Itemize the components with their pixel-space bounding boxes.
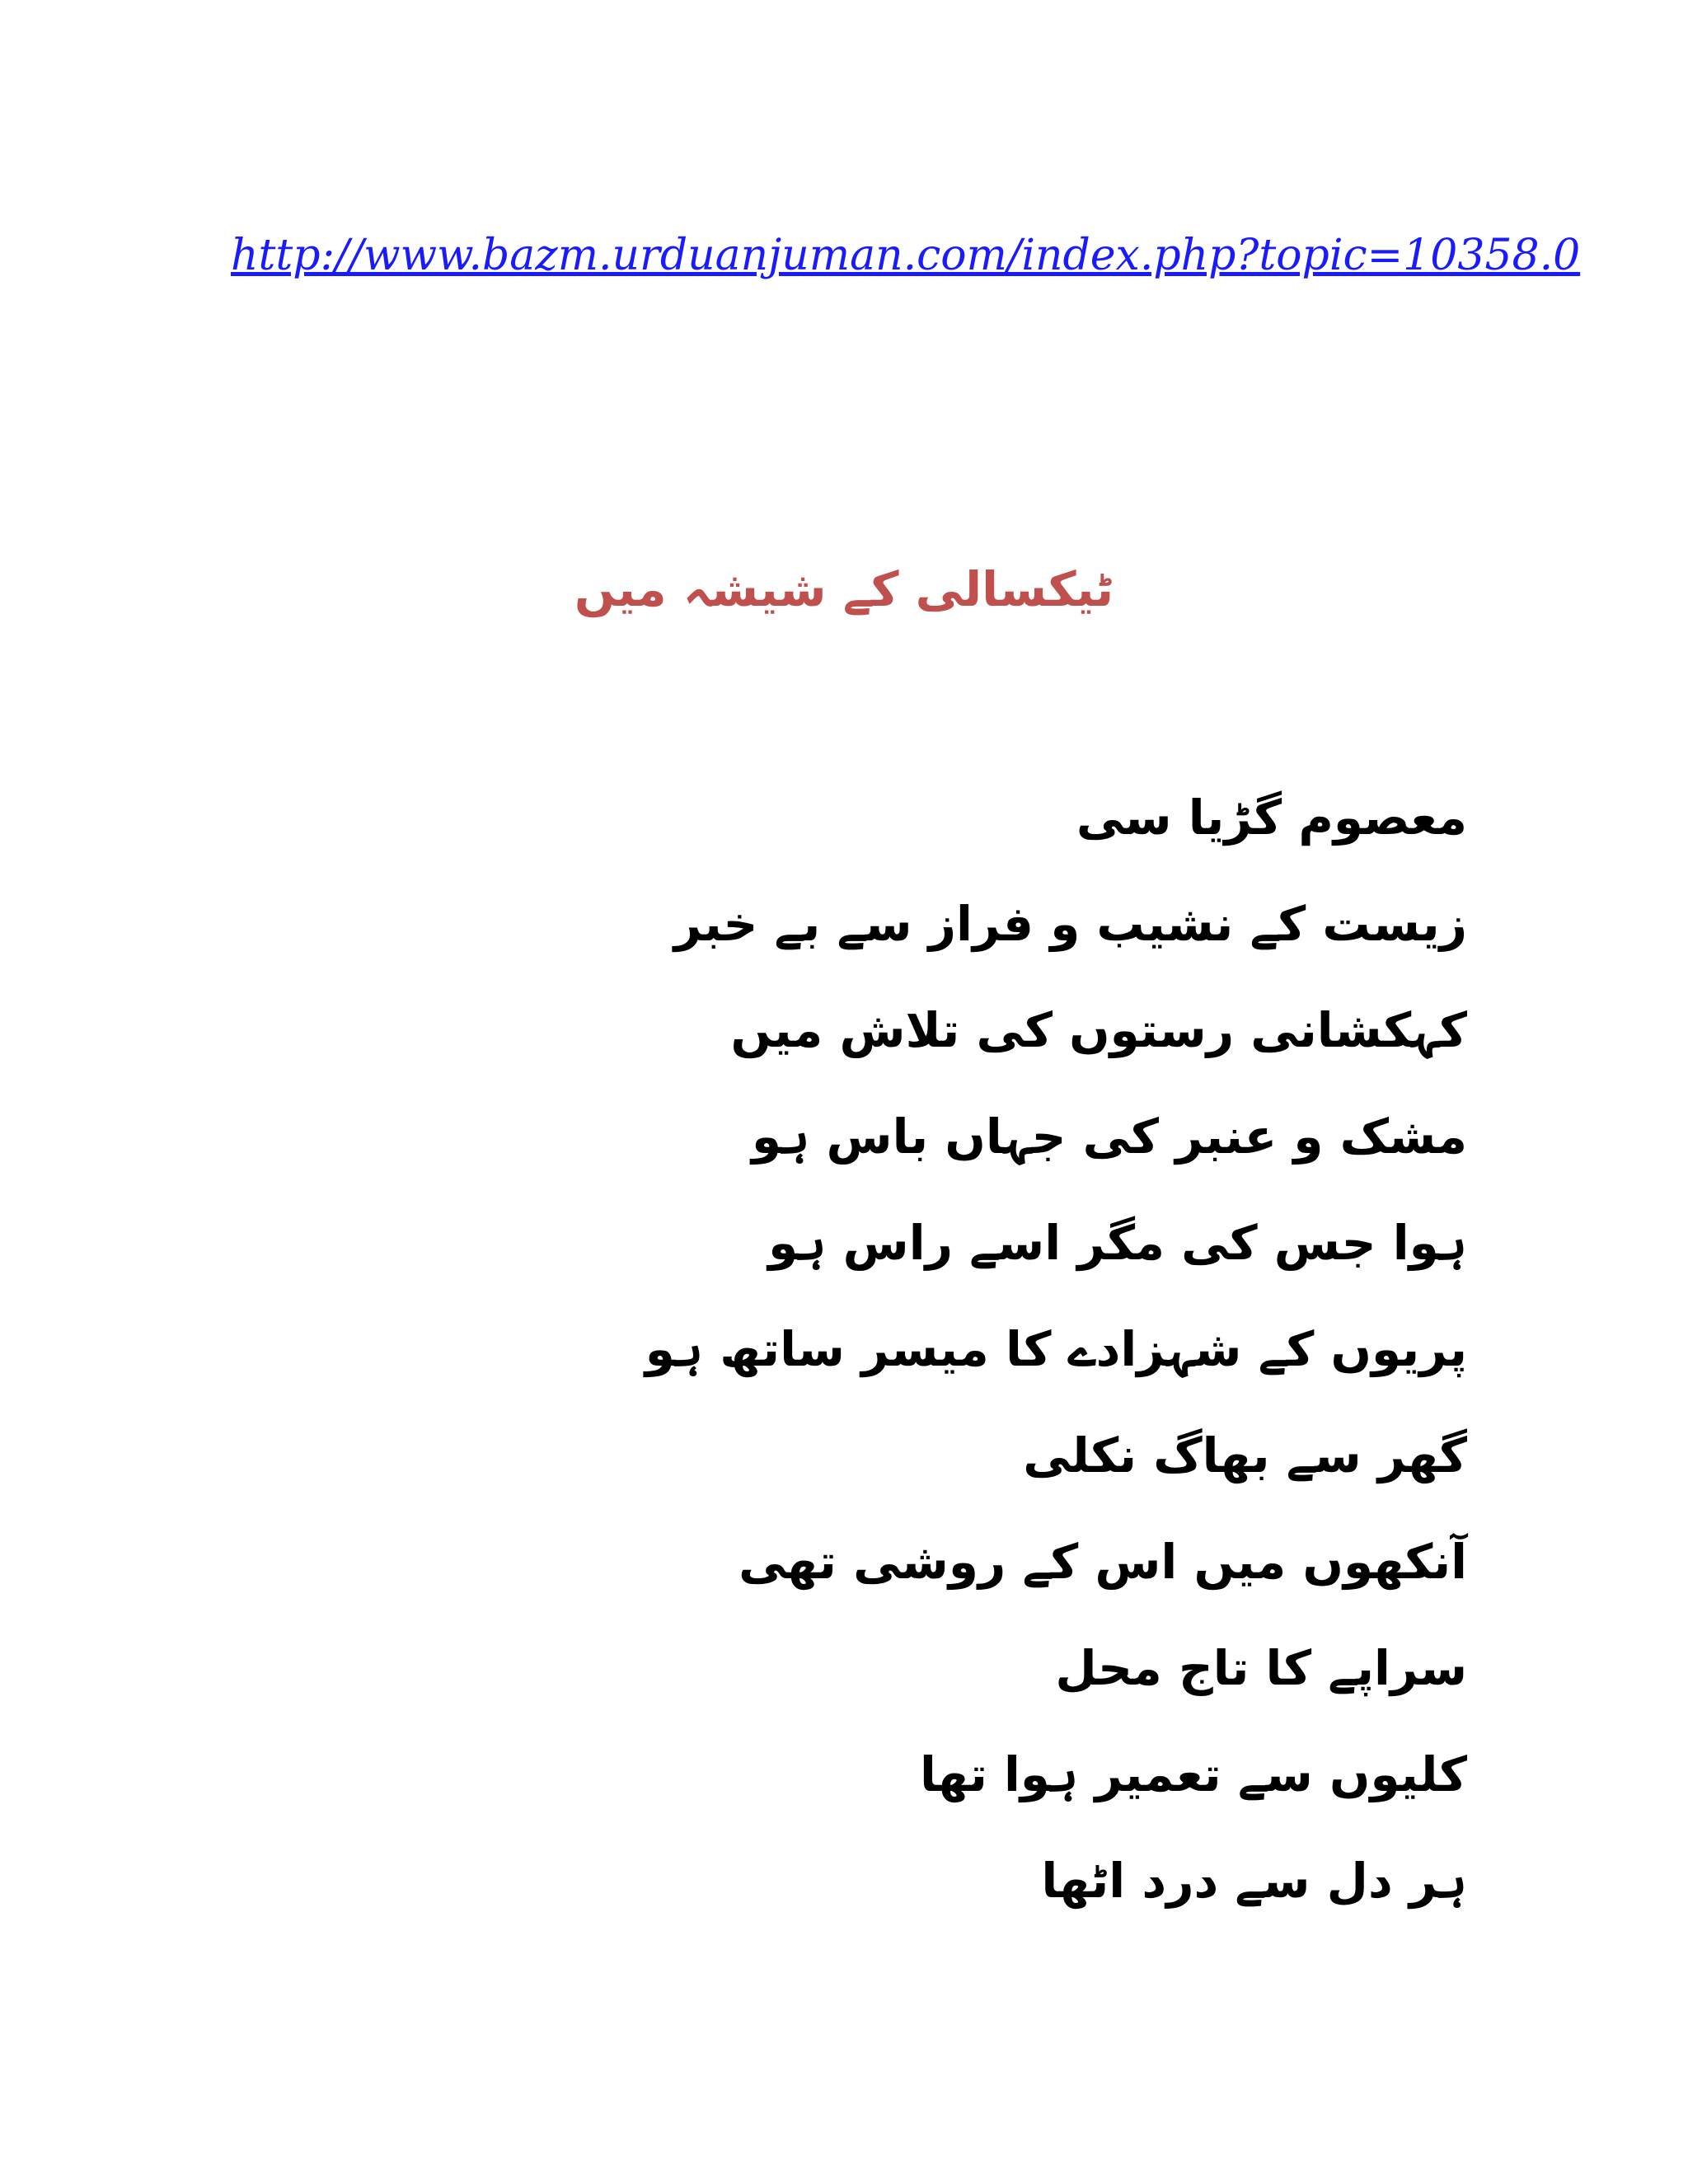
poem-line: مشک و عنبر کی جہاں باس ہو	[752, 1108, 1467, 1165]
poem-line: ہر دل سے درد اٹھا	[1041, 1853, 1467, 1909]
poem-body	[396, 765, 1467, 1934]
poem-line: معصوم گڑیا سی	[1076, 790, 1467, 846]
poem-title: ٹیکسالی کے شیشہ میں	[574, 561, 1114, 617]
poem-line: گھر سے بھاگ نکلی	[1023, 1427, 1467, 1483]
poem-line: کلیوں سے تعمیر ہوا تھا	[920, 1746, 1467, 1802]
poem-line: سراپے کا تاج محل	[1055, 1640, 1467, 1696]
poem-line: کہکشانی رستوں کی تلاش میں	[730, 1002, 1467, 1058]
poem-line: آنکھوں میں اس کے روشی تھی	[738, 1534, 1467, 1590]
poem-line: ہوا جس کی مگر اسے راس ہو	[768, 1215, 1467, 1271]
poem-line: زیست کے نشیب و فراز سے بے خبر	[673, 896, 1467, 952]
source-url-link[interactable]: http://www.bazm.urduanjuman.com/index.php?topic=10358.0	[231, 231, 1581, 280]
poem-line: پریوں کے شہزادے کا میسر ساتھ ہو	[645, 1321, 1467, 1377]
